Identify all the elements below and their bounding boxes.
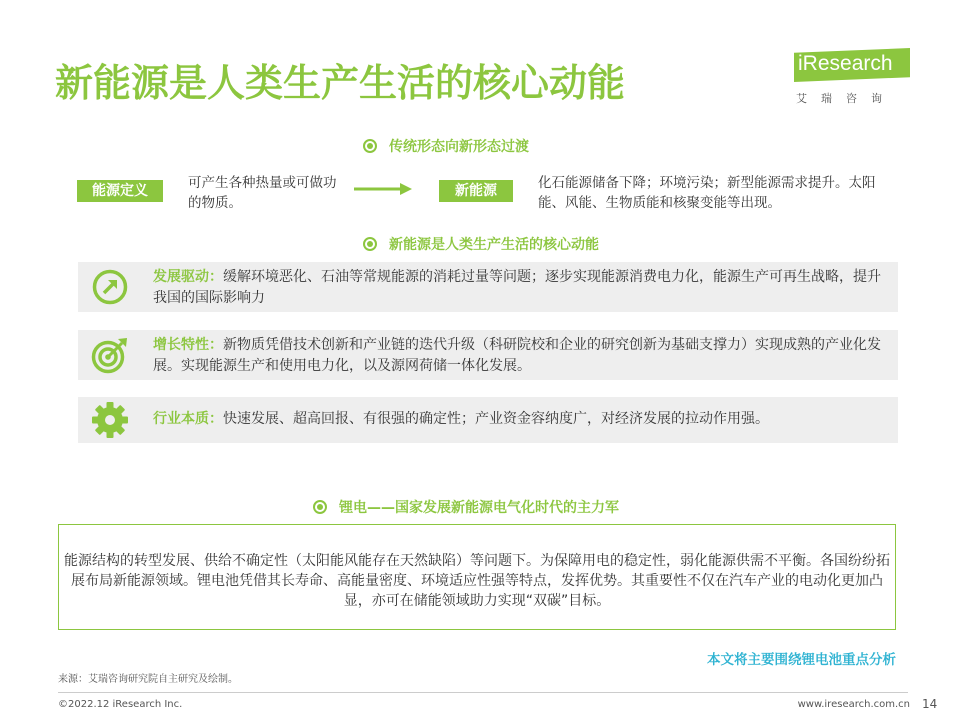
logo-subtitle: 艾瑞咨询: [796, 92, 896, 105]
new-energy-tag: 新能源: [439, 180, 513, 202]
card-label: 增长特性：: [153, 337, 223, 353]
card-label: 行业本质：: [153, 411, 223, 427]
target-bullet-icon: [363, 237, 377, 251]
target-bullet-icon: [363, 139, 377, 153]
card-description: 快速发展、超高回报、有很强的确定性；产业资金容纳度广，对经济发展的拉动作用强。: [223, 411, 769, 427]
section-heading-text: 传统形态向新形态过渡: [389, 139, 529, 155]
definition-tag: 能源定义: [77, 180, 163, 202]
lithium-summary-text: 能源结构的转型发展、供给不确定性（太阳能风能存在天然缺陷）等问题下。为保障用电的稳定性，弱化能源供需不平衡。各国纷纷拓展布局新能源领域。锂电池凭借其长寿命、高能量密度、环境适应性强等特点，发挥优势。其重要性不仅在汽车产业的电动化更加凸显，亦可在储能领域助力实现“双碳”目标。: [64, 553, 890, 609]
website-url: www.iresearch.com.cn: [797, 699, 910, 710]
focus-note: 本文将主要围绕锂电池重点分析: [707, 652, 896, 668]
section-heading-text: 锂电——国家发展新能源电气化时代的主力军: [339, 500, 619, 516]
copyright: ©2022.12 iResearch Inc.: [58, 699, 183, 710]
new-energy-text: 化石能源储备下降；环境污染；新型能源需求提升。太阳能、风能、生物质能和核聚变能等出现。: [538, 175, 876, 211]
card-growth-feature: [78, 330, 898, 380]
iresearch-logo: [790, 48, 920, 108]
logo-text: iResearch: [798, 52, 893, 75]
card-description: 缓解环境恶化、石油等常规能源的消耗过量等问题；逐步实现能源消费电力化，能源生产可再生战略，提升我国的国际影响力: [153, 269, 881, 306]
card-text: [153, 409, 884, 430]
page-title: 新能源是人类生产生活的核心动能: [55, 61, 626, 105]
card-label: 发展驱动：: [153, 269, 223, 285]
card-text: [153, 335, 884, 377]
card-development-driver: [78, 262, 898, 312]
arrow-circle-icon: [91, 268, 129, 306]
card-text: [153, 267, 884, 309]
gear-icon: [91, 401, 129, 439]
card-industry-essence: [78, 397, 898, 443]
target-arrow-icon: [91, 336, 129, 374]
section-heading-transition: [363, 136, 529, 156]
footer-divider: [58, 692, 908, 693]
section-heading-lithium: [313, 497, 619, 517]
section-heading-text: 新能源是人类生产生活的核心动能: [389, 237, 599, 253]
section-heading-core-energy: [363, 234, 599, 254]
source-note: 来源：艾瑞咨询研究院自主研究及绘制。: [58, 674, 238, 685]
page-number: 14: [922, 697, 938, 711]
right-arrow-icon: [352, 182, 414, 196]
card-description: 新物质凭借技术创新和产业链的迭代升级（科研院校和企业的研究创新为基础支撑力）实现成熟的产业化发展。实现能源生产和使用电力化，以及源网荷储一体化发展。: [153, 337, 881, 374]
definition-text: 可产生各种热量或可做功的物质。: [188, 175, 337, 211]
target-bullet-icon: [313, 500, 327, 514]
